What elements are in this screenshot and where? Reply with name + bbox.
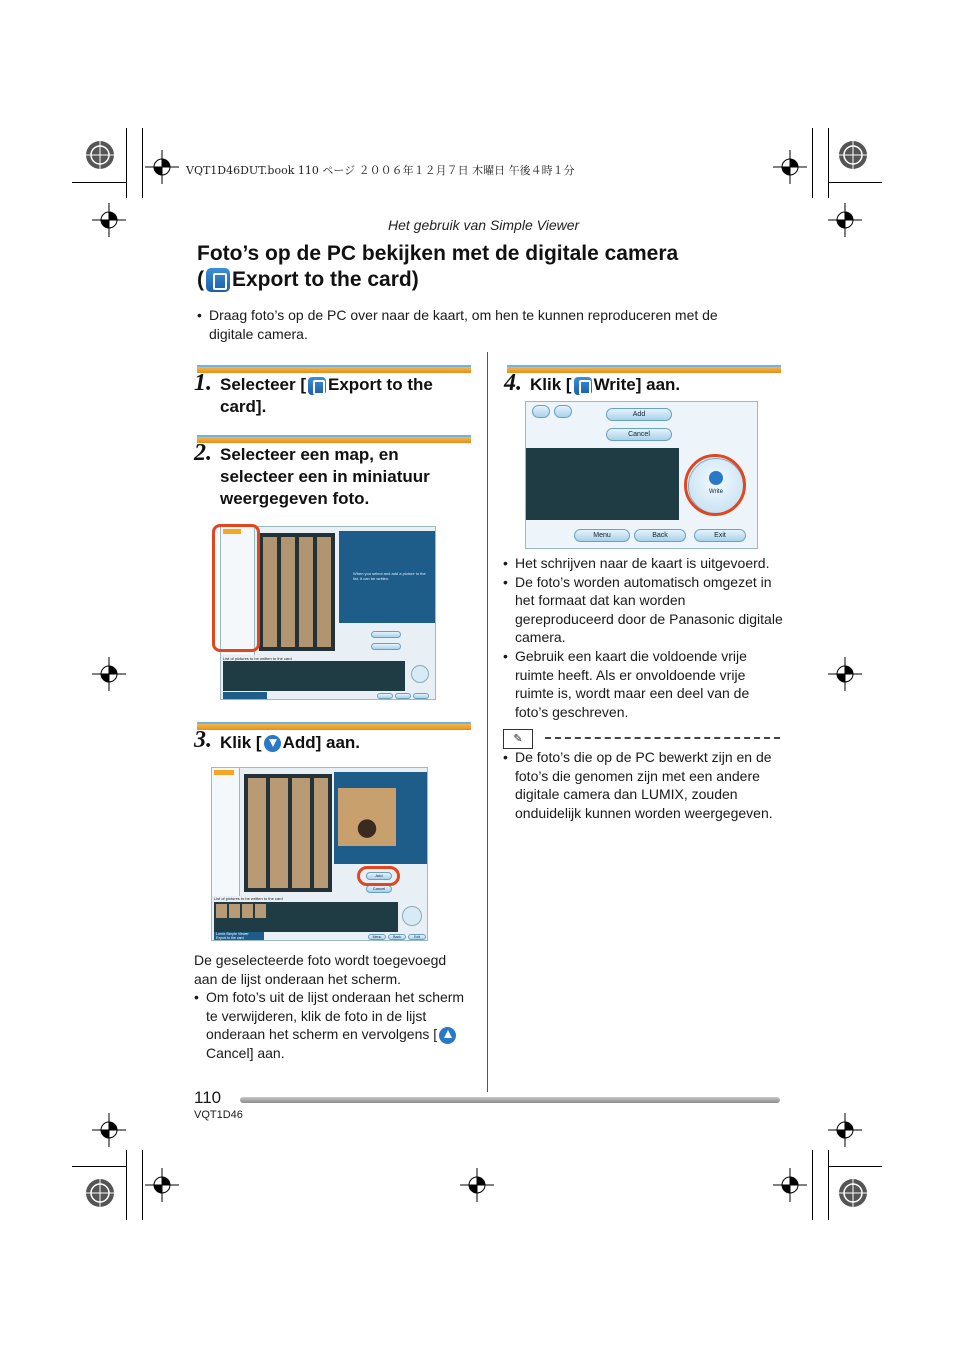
step4-bullet-3: Gebruik een kaart die voldoende vrije ruimte heeft. Als er onvoldoende vrije ruimte is, wordt maar een deel van de foto’s geschreven. (515, 647, 750, 720)
add-button: Add (606, 408, 672, 421)
write-highlight (684, 454, 746, 516)
crosshair-icon (828, 203, 862, 237)
add-highlight (357, 866, 400, 886)
step-2-text: Selecteer een map, en selecteer een in miniatuur weergegeven foto. (220, 445, 430, 508)
list-label: List of pictures to be written to the card (214, 896, 283, 901)
info-text: When you select and add a picture to the list, it can be written. (353, 571, 426, 581)
running-head: Het gebruik van Simple Viewer (388, 217, 580, 233)
export-card-icon (206, 268, 230, 292)
dog-photo (338, 788, 396, 846)
step3-description: De geselecteerde foto wordt toegevoegd aan de lijst onderaan het scherm. • Om foto’s uit de lijst onderaan het scherm te verwijderen, klik de foto in de lijst onderaan het scherm en vervolgens [Cancel] aan. (194, 951, 469, 1063)
step3-bullet: Om foto’s uit de lijst onderaan het scherm te verwijderen, klik de foto in de lijst onderaan het scherm en vervolgens [Cancel] aan. (206, 989, 465, 1062)
add-button (371, 631, 401, 638)
back-button: Back (634, 529, 686, 542)
step-bar (507, 367, 781, 373)
crosshair-icon (92, 203, 126, 237)
write-button: Write (688, 458, 744, 514)
step-number: 1. (194, 370, 212, 396)
page-title (197, 241, 678, 293)
page-code: VQT1D46 (194, 1109, 243, 1121)
step4-bullet-2: De foto’s worden automatisch omgezet in het formaat dat kan worden gereproduceerd door de Panasonic digitale camera. (515, 573, 783, 646)
step-bar (197, 437, 471, 443)
next-arrow-icon (554, 405, 572, 418)
print-header: VQT1D46DUT.book 110 ページ ２００６年１２月７日 木曜日 午後４時１分 (186, 164, 575, 177)
intro-text: Draag foto’s op de PC over naar de kaart, om hen te kunnen reproduceren met de digitale camera. (209, 307, 718, 342)
crosshair-icon (145, 1168, 179, 1202)
exit-button: Exit (694, 529, 746, 542)
intro-bullet: • Draag foto’s op de PC over naar de kaart, om hen te kunnen reproduceren met de digitale camera. (197, 306, 757, 344)
subtitle-label: Export to the card (216, 936, 244, 940)
cancel-button (371, 643, 401, 650)
column-divider (487, 352, 488, 1092)
screenshot-add: Add Cancel List of pictures to be written to the card Lumix Simple Viewer Export to the card Menu Back Exit (211, 767, 428, 941)
step3-para: De geselecteerde foto wordt toegevoegd aan de lijst onderaan het scherm. (194, 952, 447, 987)
list-label: List of pictures to be written to the card (223, 656, 292, 661)
note-divider (545, 737, 780, 739)
step-4-text: Klik [ Write] aan. (530, 375, 681, 394)
step-bar (197, 724, 471, 730)
crosshair-icon (828, 1113, 862, 1147)
cancel-button: Cancel (366, 885, 392, 893)
write-icon (574, 377, 592, 395)
registration-target-icon (85, 1178, 115, 1208)
export-card-icon (308, 377, 326, 395)
cancel-arrow-icon (439, 1027, 456, 1044)
folder-highlight (212, 524, 260, 652)
crosshair-icon (145, 150, 179, 184)
prev-arrow-icon (532, 405, 550, 418)
cancel-button: Cancel (606, 428, 672, 441)
step-3-text: Klik [ Add] aan. (220, 733, 361, 752)
footer-bar (240, 1097, 780, 1103)
step-number: 2. (194, 440, 212, 466)
step-1-text: Selecteer [ Export to the card]. (220, 375, 433, 416)
add-arrow-icon (264, 735, 281, 752)
step-number: 3. (194, 727, 212, 753)
crosshair-icon (828, 657, 862, 691)
crosshair-icon (92, 1113, 126, 1147)
title-paren: ( (197, 268, 204, 291)
registration-target-icon (85, 140, 115, 170)
registration-target-icon (838, 1178, 868, 1208)
note-text: • De foto’s die op de PC bewerkt zijn en de foto’s die genomen zijn met een andere digitale camera dan LUMIX, zouden onduidelijk kunnen worden weergegeven. (503, 749, 773, 821)
brand-label: Lumix Simple Viewer (216, 932, 249, 936)
title-line-1: Foto’s op de PC bekijken met de digitale camera (197, 242, 679, 265)
crosshair-icon (92, 657, 126, 691)
title-line-2-text: Export to the card) (232, 268, 419, 291)
step4-bullet-1: Het schrijven naar de kaart is uitgevoerd. (515, 555, 770, 571)
step4-bullets: • Het schrijven naar de kaart is uitgevoerd. • De foto’s worden automatisch omgezet in het formaat dat kan worden gereproduceerd door de Panasonic digitale camera. • Gebruik een kaart die voldoende vrije ruimte heeft. Als er onvoldoende vrije ruimte is, wordt maar een deel van de foto’s geschreven. (503, 555, 783, 720)
menu-button: Menu (574, 529, 630, 542)
step-number: 4. (504, 370, 522, 396)
title-line-2 (197, 267, 678, 293)
crosshair-icon (460, 1168, 494, 1202)
registration-target-icon (838, 140, 868, 170)
add-button: Add (366, 872, 392, 880)
note-icon: ✎ (503, 729, 533, 749)
page-number: 110 (194, 1088, 222, 1107)
crosshair-icon (773, 1168, 807, 1202)
step-bar (197, 367, 471, 373)
crosshair-icon (773, 150, 807, 184)
